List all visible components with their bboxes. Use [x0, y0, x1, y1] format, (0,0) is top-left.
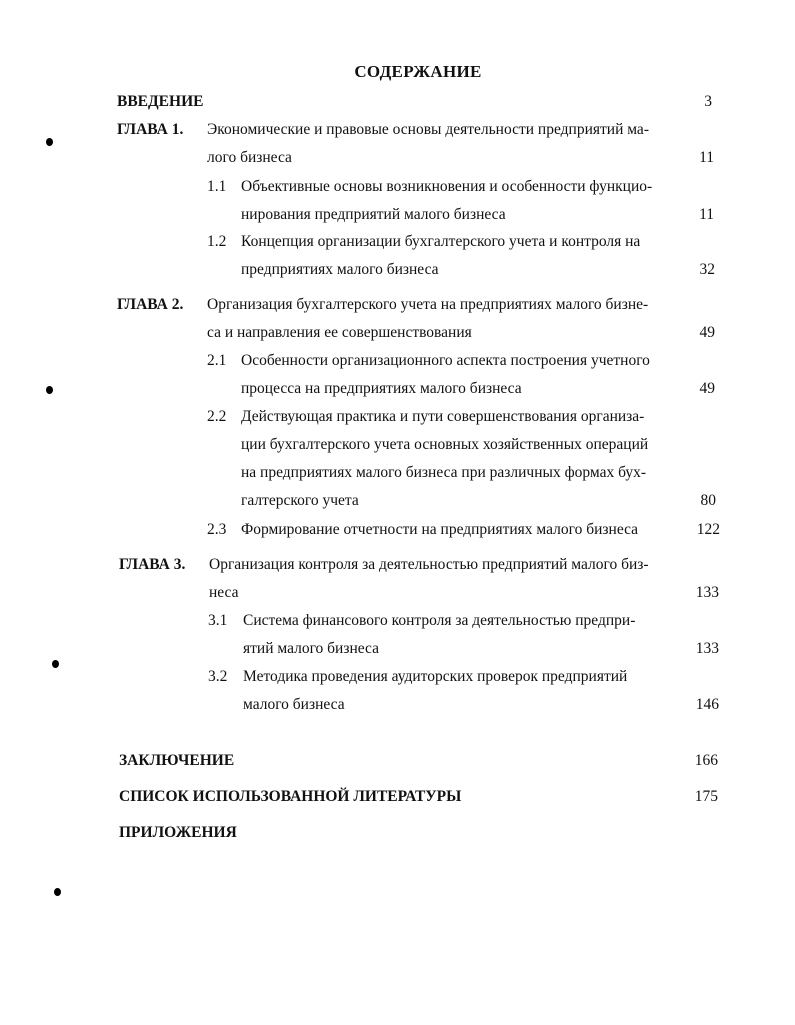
section-2-2-title-line: Действующая практика и пути совершенствования организа- — [241, 408, 645, 425]
binding-hole-mark — [46, 386, 53, 394]
chapter-2-title-line: Организация бухгалтерского учета на предприятиях малого бизне- — [207, 296, 649, 313]
intro-page: 3 — [704, 93, 712, 110]
section-2-1-number: 2.1 — [207, 352, 227, 369]
chapter-1-label: ГЛАВА 1. — [117, 121, 184, 138]
conclusion-label: ЗАКЛЮЧЕНИЕ — [119, 752, 235, 769]
section-2-2-title-line: ции бухгалтерского учета основных хозяйственных операций — [241, 436, 649, 453]
section-1-1-number: 1.1 — [207, 178, 227, 195]
section-1-2-page: 32 — [699, 261, 715, 278]
binding-hole-mark — [54, 888, 61, 896]
section-3-1-number: 3.1 — [208, 612, 228, 629]
chapter-2-page: 49 — [699, 324, 715, 341]
binding-hole-mark — [52, 660, 59, 668]
appendix-label: ПРИЛОЖЕНИЯ — [119, 824, 237, 841]
section-3-2-title-line: Методика проведения аудиторских проверок предприятий — [243, 668, 628, 685]
binding-hole-mark — [46, 138, 53, 146]
section-2-3-title-line: Формирование отчетности на предприятиях малого бизнеса — [241, 521, 639, 538]
section-1-2-title-line: предприятиях малого бизнеса — [241, 261, 439, 278]
chapter-1-title-line: лого бизнеса — [207, 149, 292, 166]
section-3-2-page: 146 — [695, 696, 719, 713]
chapter-1-page: 11 — [699, 149, 714, 166]
conclusion-page: 166 — [694, 752, 718, 769]
section-2-2-page: 80 — [700, 492, 716, 509]
section-3-1-page: 133 — [695, 640, 719, 657]
section-1-2-number: 1.2 — [207, 233, 227, 250]
section-1-1-page: 11 — [699, 206, 714, 223]
section-2-1-page: 49 — [699, 380, 715, 397]
intro-label: ВВЕДЕНИЕ — [117, 93, 204, 110]
section-2-3-page: 122 — [696, 521, 720, 538]
section-2-1-title-line: Особенности организационного аспекта построения учетного — [241, 352, 650, 369]
bibliography-page: 175 — [694, 788, 718, 805]
section-1-1-title-line: нирования предприятий малого бизнеса — [241, 206, 506, 223]
chapter-3-title-line: неса — [209, 584, 239, 601]
chapter-2-label: ГЛАВА 2. — [117, 296, 184, 313]
section-2-2-number: 2.2 — [207, 408, 227, 425]
section-2-1-title-line: процесса на предприятиях малого бизнеса — [241, 380, 522, 397]
chapter-3-title-line: Организация контроля за деятельностью предприятий малого биз- — [209, 556, 649, 573]
section-2-2-title-line: на предприятиях малого бизнеса при различных формах бух- — [241, 464, 647, 481]
section-1-1-title-line: Объективные основы возникновения и особенности функцио- — [241, 178, 653, 195]
chapter-1-title-line: Экономические и правовые основы деятельности предприятий ма- — [207, 121, 649, 138]
page-title: СОДЕРЖАНИЕ — [354, 62, 482, 81]
section-3-1-title-line: Система финансового контроля за деятельностью предпри- — [243, 612, 636, 629]
section-2-3-number: 2.3 — [207, 521, 227, 538]
section-2-2-title-line: галтерского учета — [241, 492, 359, 509]
bibliography-label: СПИСОК ИСПОЛЬЗОВАННОЙ ЛИТЕРАТУРЫ — [119, 788, 462, 805]
chapter-3-page: 133 — [695, 584, 719, 601]
section-3-2-title-line: малого бизнеса — [243, 696, 345, 713]
section-1-2-title-line: Концепция организации бухгалтерского учета и контроля на — [241, 233, 641, 250]
section-3-1-title-line: ятий малого бизнеса — [243, 640, 379, 657]
chapter-3-label: ГЛАВА 3. — [119, 556, 186, 573]
section-3-2-number: 3.2 — [208, 668, 228, 685]
chapter-2-title-line: са и направления ее совершенствования — [207, 324, 472, 341]
